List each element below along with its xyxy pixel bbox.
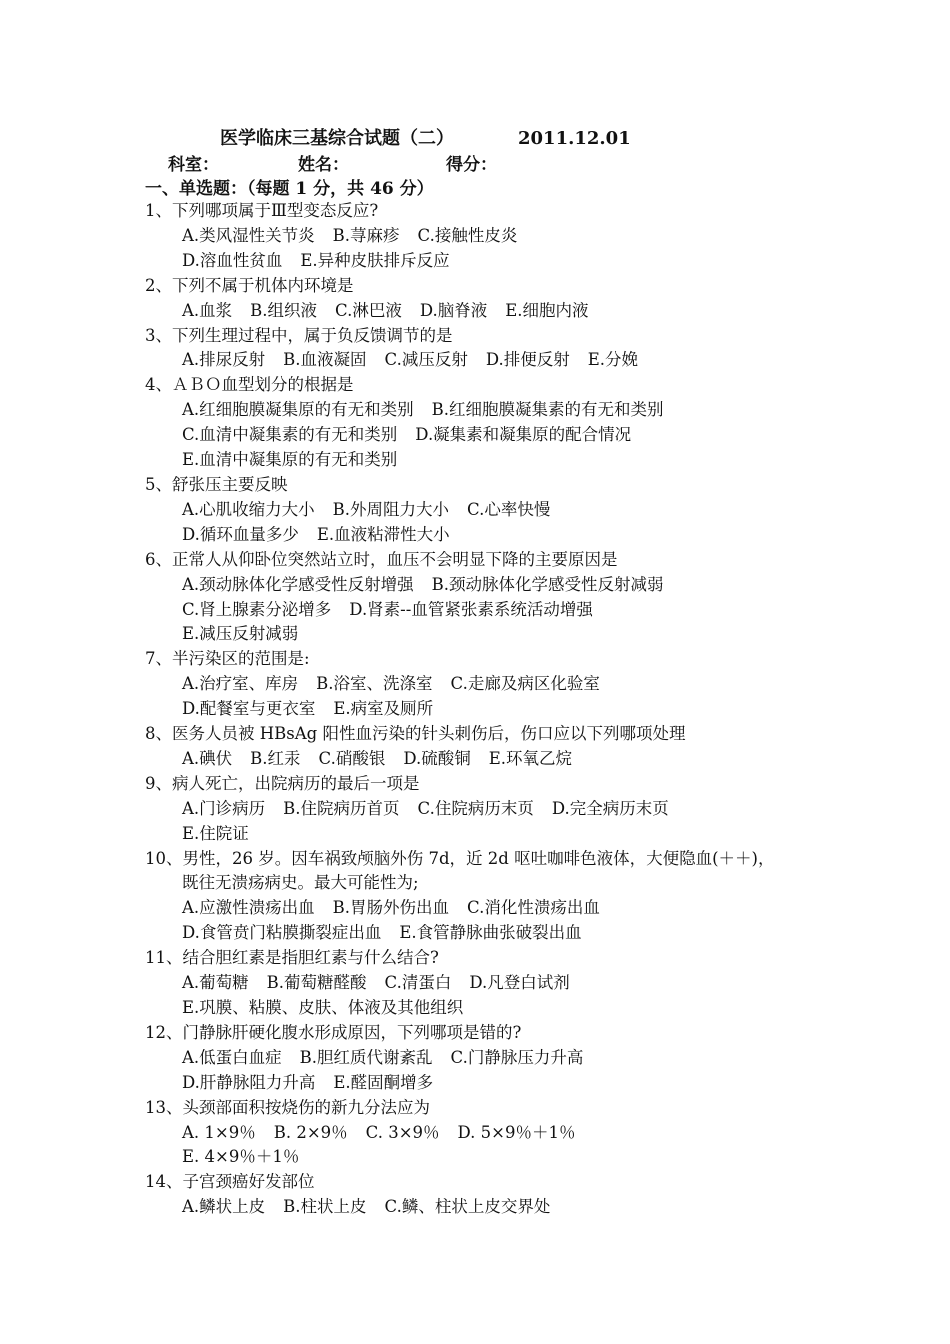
exam-title: 医学临床三基综合试题（二） <box>220 128 454 149</box>
option-row <box>145 423 825 448</box>
option-row <box>145 672 825 697</box>
question-stem: 1、下列哪项属于Ⅲ型变态反应? <box>145 201 379 220</box>
answer-option: A.类风湿性关节炎 <box>182 225 315 245</box>
exam-info-line <box>168 150 497 175</box>
answer-option: B.红汞 <box>250 748 301 768</box>
section-title: 一、单选题：（每题 1 分，共 46 分） <box>145 179 434 199</box>
answer-option: E.醛固酮增多 <box>333 1072 434 1092</box>
question-item <box>145 1170 825 1220</box>
option-row <box>145 996 825 1021</box>
answer-option: C.血清中凝集素的有无和类别 <box>182 425 398 445</box>
question-stem: 4、ＡＢＯ血型划分的根据是 <box>145 375 354 395</box>
question-item <box>145 1021 825 1096</box>
question-stem: 8、医务人员被 HBsAg 阳性血污染的针头刺伤后，伤口应以下列哪项处理 <box>145 724 686 744</box>
question-item <box>145 647 825 722</box>
option-row <box>145 822 825 847</box>
answer-option: E.血清中凝集原的有无和类别 <box>182 450 398 470</box>
answer-option: C.消化性溃疡出血 <box>467 898 600 918</box>
exam-date: 2011.12.01 <box>518 128 631 149</box>
answer-option: D.肝静脉阻力升高 <box>182 1072 316 1092</box>
answer-option: A.葡萄糖 <box>182 973 249 993</box>
answer-option: D.脑脊液 <box>419 300 488 320</box>
answer-option: E. 4×9％＋1％ <box>182 1147 300 1167</box>
option-row <box>145 1145 825 1170</box>
answer-option: C.淋巴液 <box>335 300 402 320</box>
answer-option: C.清蛋白 <box>384 973 452 993</box>
question-item <box>145 324 825 374</box>
answer-option: B. 2×9％ <box>273 1122 348 1142</box>
answer-option: D. 5×9％＋1％ <box>457 1122 576 1142</box>
answer-option: D.溶血性贫血 <box>182 250 283 270</box>
question-item <box>145 473 825 548</box>
answer-option: D.循环血量多少 <box>182 524 299 544</box>
answer-option: C.减压反射 <box>384 350 468 370</box>
option-row <box>145 896 825 921</box>
option-row <box>145 573 825 598</box>
answer-option: B.胆红质代谢紊乱 <box>299 1047 433 1067</box>
answer-option: C.走廊及病区化验室 <box>450 674 600 694</box>
answer-option: B.荨麻疹 <box>332 225 400 245</box>
answer-option: A. 1×9％ <box>182 1122 256 1142</box>
question-stem: 13、头颈部面积按烧伤的新九分法应为 <box>145 1097 430 1117</box>
answer-option: A.鳞状上皮 <box>182 1197 266 1217</box>
answer-option: B.颈动脉体化学感受性反射减弱 <box>431 574 664 594</box>
answer-option: E.巩膜、粘膜、皮肤、体液及其他组织 <box>182 998 464 1017</box>
score-label: 得分： <box>446 155 497 175</box>
answer-option: D.凡登白试剂 <box>469 973 570 993</box>
option-row <box>145 697 825 722</box>
question-stem: 10、男性，26 岁。因车祸致颅脑外伤 7d，近 2d 呕吐咖啡色液体，大便隐血(＋＋)， <box>145 848 775 868</box>
option-row <box>145 498 825 523</box>
answer-option: B.血液凝固 <box>283 350 367 370</box>
question-stem: 7、半污染区的范围是: <box>145 649 310 669</box>
question-stem: 6、正常人从仰卧位突然站立时，血压不会明显下降的主要原因是 <box>145 549 618 569</box>
question-list <box>145 199 825 1220</box>
answer-option: A.红细胞膜凝集原的有无和类别 <box>182 400 414 420</box>
question-item <box>145 548 825 648</box>
name-label: 姓名： <box>298 155 349 175</box>
answer-option: A.心肌收缩力大小 <box>182 499 315 519</box>
option-row <box>145 448 825 473</box>
option-row <box>145 348 825 373</box>
question-item <box>145 1096 825 1171</box>
answer-option: B.浴室、洗涤室 <box>316 674 433 694</box>
option-row <box>145 224 825 249</box>
answer-option: E.异种皮肤排斥反应 <box>300 250 450 270</box>
question-stem: 2、下列不属于机体内环境是 <box>145 275 354 295</box>
question-stem: 5、舒张压主要反映 <box>145 474 288 494</box>
answer-option: C. 3×9％ <box>365 1122 440 1142</box>
answer-option: D.食管贲门粘膜撕裂症出血 <box>182 923 382 943</box>
option-row <box>145 1195 825 1220</box>
question-item <box>145 373 825 473</box>
question-item <box>145 722 825 772</box>
exam-title-line <box>220 124 631 150</box>
answer-option: A.低蛋白血症 <box>182 1047 282 1067</box>
option-row <box>145 1071 825 1096</box>
answer-option: A.碘伏 <box>182 748 233 768</box>
answer-option: E.食管静脉曲张破裂出血 <box>399 923 582 943</box>
question-stem-continued: 既往无溃疡病史。最大可能性为; <box>182 873 419 893</box>
answer-option: C.住院病历末页 <box>417 798 534 818</box>
answer-option: D.凝集素和凝集原的配合情况 <box>415 425 632 445</box>
question-item <box>145 274 825 324</box>
option-row <box>145 398 825 423</box>
option-row <box>145 598 825 623</box>
answer-option: B.胃肠外伤出血 <box>332 898 450 918</box>
answer-option: D.排便反射 <box>485 350 570 370</box>
answer-option: B.红细胞膜凝集素的有无和类别 <box>431 400 664 420</box>
answer-option: D.完全病历末页 <box>551 798 669 818</box>
answer-option: B.组织液 <box>250 300 318 320</box>
answer-option: C.门静脉压力升高 <box>450 1047 584 1067</box>
answer-option: B.住院病历首页 <box>283 798 400 818</box>
option-row <box>145 971 825 996</box>
answer-option: D.硫酸铜 <box>403 748 471 768</box>
option-row <box>145 1046 825 1071</box>
question-stem: 12、门静脉肝硬化腹水形成原因，下列哪项是错的? <box>145 1022 522 1042</box>
answer-option: A.门诊病历 <box>182 798 266 818</box>
question-item <box>145 199 825 274</box>
option-row <box>145 921 825 946</box>
question-stem: 9、病人死亡，出院病历的最后一项是 <box>145 773 420 793</box>
option-row <box>145 249 825 274</box>
option-row <box>145 797 825 822</box>
question-stem: 14、子宫颈癌好发部位 <box>145 1172 315 1192</box>
answer-option: C.心率快慢 <box>467 499 551 519</box>
answer-option: C.硝酸银 <box>318 748 386 768</box>
option-row <box>145 1121 825 1146</box>
answer-option: A.血浆 <box>182 300 233 320</box>
answer-option: A.应激性溃疡出血 <box>182 898 315 918</box>
answer-option: A.治疗室、库房 <box>182 674 299 694</box>
option-row <box>145 622 825 647</box>
option-row <box>145 523 825 548</box>
question-item <box>145 847 825 947</box>
question-item <box>145 772 825 847</box>
answer-option: E.减压反射减弱 <box>182 624 299 644</box>
answer-option: E.病室及厕所 <box>333 699 434 719</box>
answer-option: C.鳞、柱状上皮交界处 <box>384 1197 551 1217</box>
option-row <box>145 299 825 324</box>
question-item <box>145 946 825 1021</box>
dept-label: 科室： <box>168 155 219 175</box>
question-stem: 3、下列生理过程中，属于负反馈调节的是 <box>145 325 453 345</box>
answer-option: E.血液粘滞性大小 <box>316 524 450 544</box>
answer-option: C.接触性皮炎 <box>417 225 518 245</box>
answer-option: A.排尿反射 <box>182 350 266 370</box>
answer-option: E.细胞内液 <box>505 300 589 320</box>
question-stem: 11、结合胆红素是指胆红素与什么结合? <box>145 948 439 968</box>
answer-option: D.肾素--血管紧张素系统活动增强 <box>349 599 593 619</box>
answer-option: A.颈动脉体化学感受性反射增强 <box>182 574 414 594</box>
answer-option: E.分娩 <box>587 350 639 370</box>
answer-option: B.外周阻力大小 <box>332 499 450 519</box>
answer-option: B.葡萄糖醛酸 <box>266 973 367 993</box>
answer-option: D.配餐室与更衣室 <box>182 699 316 719</box>
answer-option: E.住院证 <box>182 823 249 843</box>
answer-option: B.柱状上皮 <box>283 1197 367 1217</box>
option-row <box>145 747 825 772</box>
answer-option: C.肾上腺素分泌增多 <box>182 599 332 619</box>
answer-option: E.环氧乙烷 <box>488 748 573 768</box>
